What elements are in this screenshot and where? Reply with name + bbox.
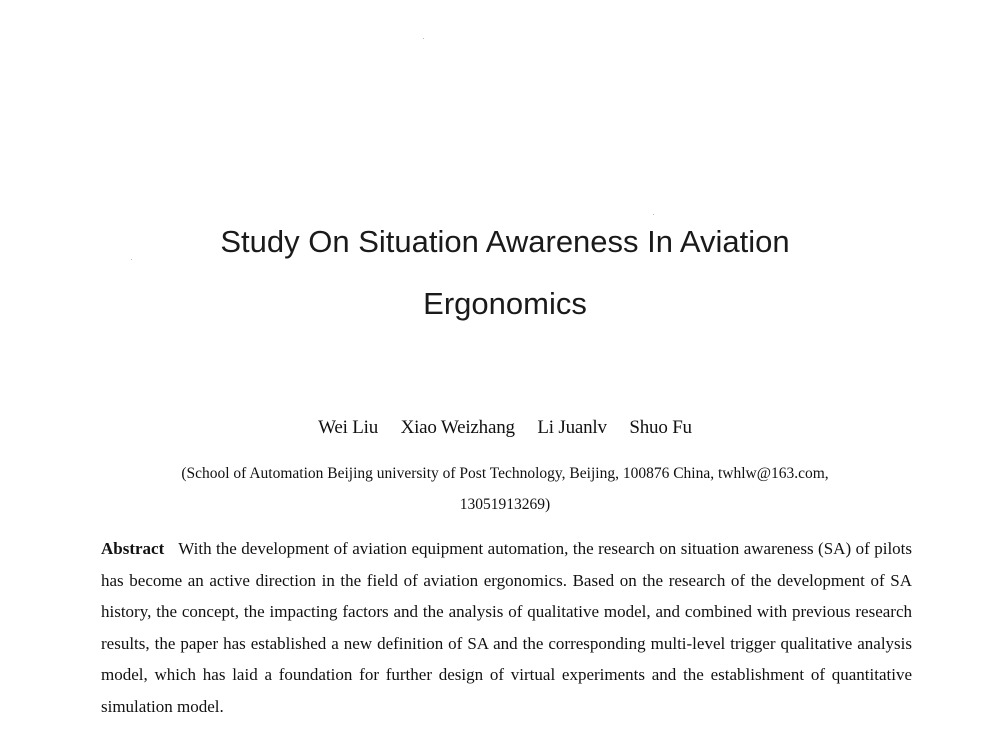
abstract-label: Abstract [101,539,165,558]
abstract [101,533,912,723]
abstract-text: With the development of aviation equipment automation, the research on situation awareness (SA) of pilots has become an active direction in the field of aviation ergonomics. Based on the research of the development of SA history, the concept, the impacting factors and the analysis of qualitative model, and combined with previous research results, the paper has established a new definition of SA and the corresponding multi-level trigger qualitative analysis model, which has laid a foundation for further design of virtual experiments and the establishment of quantitative simulation model. [101,539,912,716]
author-name: Shuo Fu [629,417,692,438]
paper-title [100,211,910,335]
author-name: Li Juanlv [537,417,607,438]
title-line-2: Ergonomics [423,286,587,321]
title-line-1: Study On Situation Awareness In Aviation [220,224,790,259]
affiliation [110,458,900,520]
affiliation-line-1: (School of Automation Beijing university of Post Technology, Beijing, 100876 China, twhlw@163.com, [181,465,829,482]
scan-speck [423,38,424,39]
author-name: Wei Liu [318,417,378,438]
author-list [100,414,910,442]
author-name: Xiao Weizhang [400,417,515,438]
affiliation-line-2: 13051913269) [459,496,551,513]
